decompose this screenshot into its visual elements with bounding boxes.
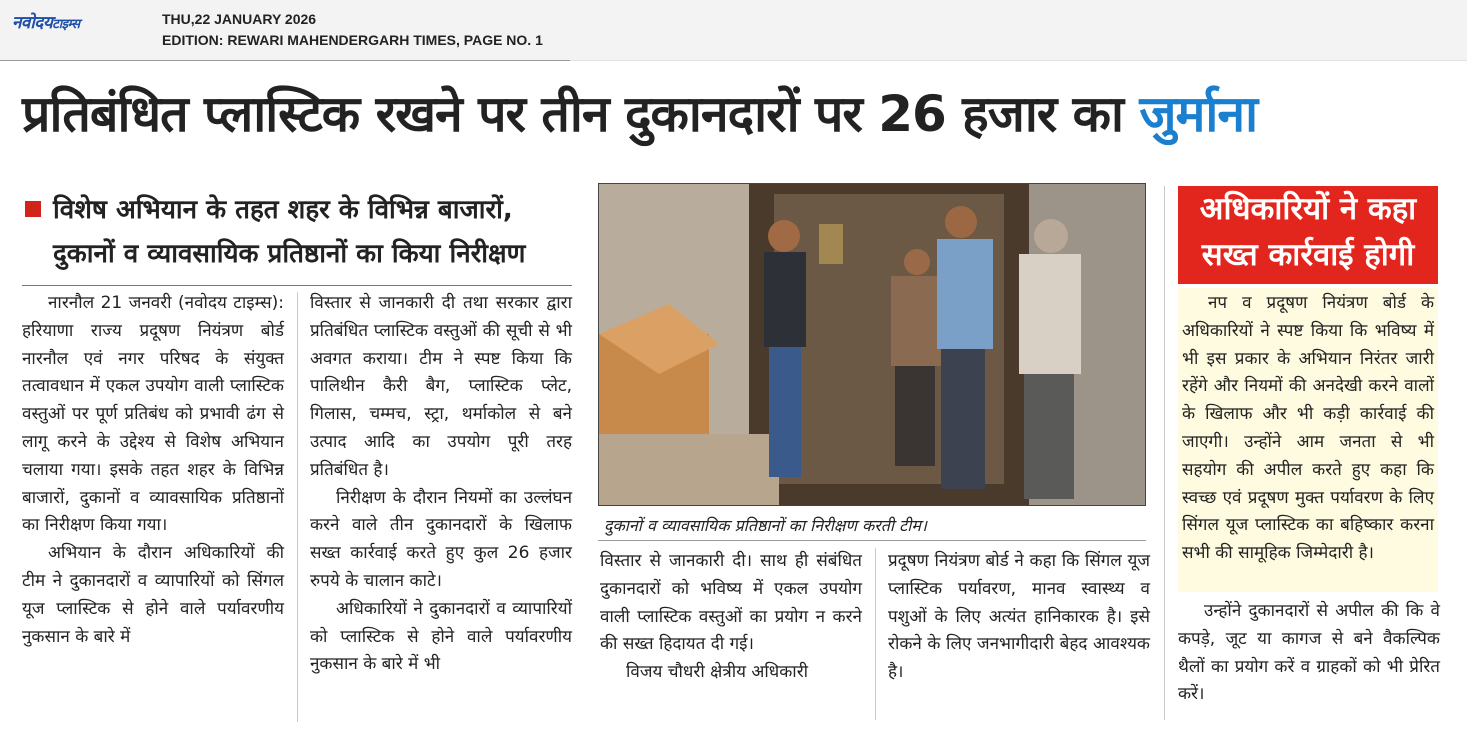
photo-caption: दुकानों व व्यावसायिक प्रतिष्ठानों का निरीक्षण करती टीम।	[604, 516, 927, 535]
article-column-2	[310, 290, 572, 679]
newspaper-logo	[12, 10, 80, 33]
paragraph: अधिकारियों ने दुकानदारों व व्यापारियों को प्लास्टिक से होने वाले पर्यावरणीय नुकसान के बारे में भी	[310, 598, 572, 675]
subheadline-line-2: दुकानों व व्यावसायिक प्रतिष्ठानों का किया निरीक्षण	[53, 239, 526, 269]
article-photo	[598, 183, 1146, 506]
edition-info: EDITION: REWARI MAHENDERGARH TIMES, PAGE NO. 1	[162, 32, 543, 48]
subheadline-line-1: विशेष अभियान के तहत शहर के विभिन्न बाजारों,	[53, 195, 513, 225]
paragraph: नप व प्रदूषण नियंत्रण बोर्ड के अधिकारियों ने स्पष्ट किया कि भविष्य में भी इस प्रकार के अभियान निरंतर जारी रहेंगे और नियमों की अनदेखी करने वालों के खिलाफ और भी कड़ी कार्रवाई की जाएगी। उन्होंने आम जनता से भी सहयोग की अपील करते हुए कहा कि स्वच्छ एवं प्रदूषण मुक्त पर्यावरण के लिए सिंगल यूज प्लास्टिक का बहिष्कार करना सभी की सामूहिक जिम्मेदारी है।	[1182, 293, 1434, 564]
paragraph: नारनौल 21 जनवरी (नवोदय टाइम्स): हरियाणा राज्य प्रदूषण नियंत्रण बोर्ड नारनौल एवं नगर परिषद के संयुक्त तत्वावधान में एकल उपयोग वाली प्लास्टिक वस्तुओं पर पूर्ण प्रतिबंध को प्रभावी ढंग से लागू करने के उद्देश्य से विशेष अभियान चलाया गया। इसके तहत शहर के विभिन्न बाजारों, दुकानों व व्यावसायिक प्रतिष्ठानों का निरीक्षण किया गया।	[22, 293, 284, 536]
caption-divider	[598, 540, 1146, 541]
column-divider	[297, 292, 298, 722]
paragraph: उन्होंने दुकानदारों से अपील की कि वे कपड़े, जूट या कागज से बने वैकल्पिक थैलों का प्रयोग करें व ग्राहकों को भी प्रेरित करें।	[1178, 601, 1440, 705]
article-column-5	[1178, 598, 1440, 709]
sidebar-title: अधिकारियों ने कहा सख्त कार्रवाई होगी	[1199, 191, 1417, 273]
headline-highlight: जुर्माना	[1139, 85, 1258, 143]
edition-meta	[162, 9, 543, 51]
masthead-divider	[0, 60, 570, 61]
paragraph: विस्तार से जानकारी दी। साथ ही संबंधित दुकानदारों को भविष्य में एकल उपयोग वाली प्लास्टिक वस्तुओं का प्रयोग न करने की सख्त हिदायत दी गई।	[600, 551, 862, 655]
sidebar-text	[1182, 290, 1434, 568]
masthead-bar	[0, 0, 1467, 61]
subheadline-divider	[22, 285, 572, 286]
paragraph: निरीक्षण के दौरान नियमों का उल्लंघन करने वाले तीन दुकानदारों के खिलाफ सख्त कार्रवाई करते हुए कुल 26 हजार रुपये के चालान काटे।	[310, 487, 572, 591]
logo-main: नवोदय	[12, 13, 53, 33]
paragraph: विस्तार से जानकारी दी तथा सरकार द्वारा प्रतिबंधित प्लास्टिक वस्तुओं की सूची से भी अवगत कराया। टीम ने स्पष्ट किया कि पालिथीन कैरी बैग, प्लास्टिक प्लेट, गिलास, चम्मच, स्ट्रा, थर्माकोल से बने उत्पाद आदि का उपयोग पूरी तरह प्रतिबंधित है।	[310, 293, 572, 480]
paragraph: अभियान के दौरान अधिकारियों की टीम ने दुकानदारों व व्यापारियों को सिंगल यूज प्लास्टिक से होने वाले पर्यावरणीय नुकसान के बारे में	[22, 543, 284, 647]
column-divider	[875, 548, 876, 720]
column-divider	[1164, 186, 1165, 720]
paragraph: विजय चौधरी क्षेत्रीय अधिकारी	[626, 662, 809, 683]
issue-date: THU,22 JANUARY 2026	[162, 11, 317, 27]
article-column-1	[22, 290, 284, 651]
headline-main: प्रतिबंधित प्लास्टिक रखने पर तीन दुकानदारों पर 26 हजार का	[22, 85, 1123, 143]
logo-sub: टाइम्स	[52, 17, 80, 32]
red-square-bullet-icon	[25, 201, 41, 217]
article-column-4	[888, 548, 1150, 687]
headline	[22, 78, 1452, 146]
inspection-team-photo	[599, 184, 1146, 506]
sidebar-box	[1178, 288, 1438, 592]
subheadline	[25, 188, 580, 276]
sidebar-title-box	[1178, 186, 1438, 284]
article-column-3	[600, 548, 862, 687]
paragraph: प्रदूषण नियंत्रण बोर्ड ने कहा कि सिंगल यूज प्लास्टिक पर्यावरण, मानव स्वास्थ्य व पशुओं के लिए अत्यंत हानिकारक है। इसे रोकने के लिए जनभागीदारी बेहद आवश्यक है।	[888, 551, 1150, 683]
